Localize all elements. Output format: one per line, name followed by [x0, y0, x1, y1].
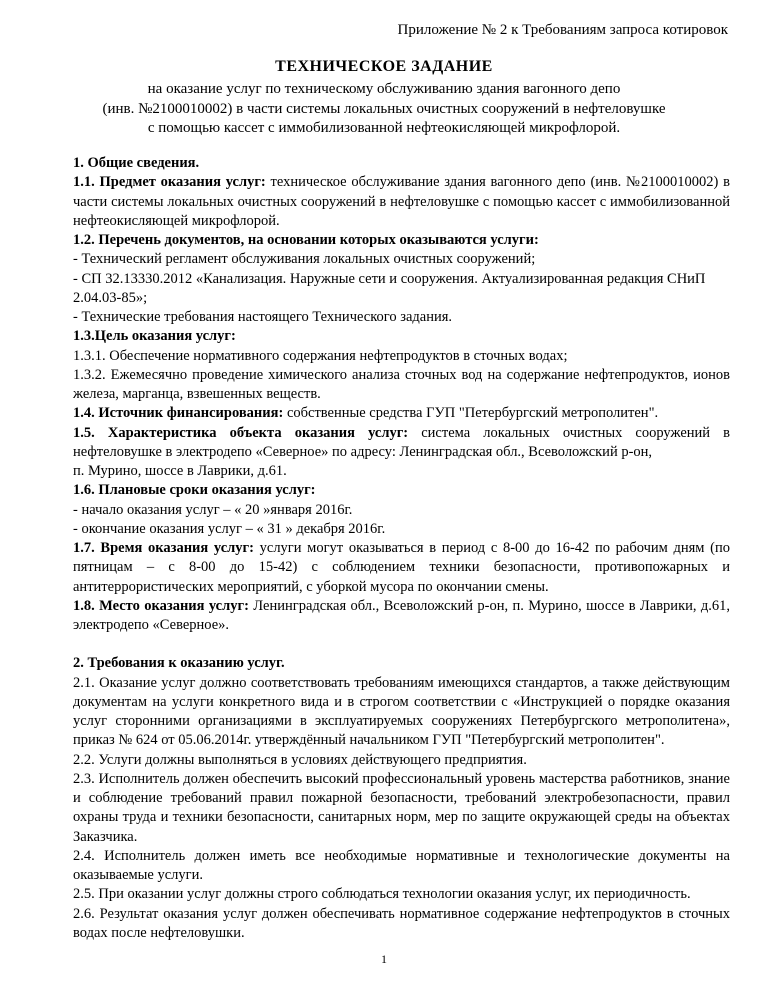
paragraph-label: 1.6. Плановые сроки оказания услуг:	[73, 482, 316, 499]
document-subtitle	[60, 80, 708, 139]
paragraph-label: 1.7. Время оказания услуг:	[73, 540, 254, 556]
doc-item: - Технический регламент обслуживания локальных очистных сооружений;	[73, 251, 536, 268]
subtitle-line: на оказание услуг по техническому обслуживанию здания вагонного депо	[147, 81, 621, 97]
subtitle-line: (инв. №2100010002) в части системы локальных очистных сооружений в нефтеловушке	[102, 100, 666, 117]
date-item: - окончание оказания услуг – « 31 » декабря 2016г.	[73, 520, 386, 537]
page-number: 1	[381, 952, 387, 966]
paragraph-label: 1.3.Цель оказания услуг:	[73, 328, 236, 345]
section-2-heading: 2. Требования к оказанию услуг.	[73, 655, 285, 672]
paragraph-label: 1.2. Перечень документов, на основании которых оказываются услуги:	[73, 232, 539, 248]
paragraph-label: 1.4. Источник финансирования:	[73, 405, 284, 422]
requirement-item: 2.4. Исполнитель должен иметь все необходимые нормативные и технологические документы на оказываемые услуги.	[73, 847, 730, 883]
paragraph-label: 1.8. Место оказания услуг:	[73, 597, 249, 614]
requirement-item: 2.5. При оказании услуг должны строго соблюдаться технологии оказания услуг, их периодичность.	[73, 886, 691, 903]
requirement-item: 2.1. Оказание услуг должно соответствовать требованиям имеющихся стандартов, а также действующим документам на услуги конкретного вида и в строгом соответствии с «Инструкцией о порядке оказания услуг сторонними организациями в эксплуатируемых сооружениях Петербургского метрополитена», приказ № 624 от 05.06.2014г. утверждённый начальником ГУП "Петербургский метрополитен".	[73, 674, 730, 749]
requirement-item: 2.6. Результат оказания услуг должен обеспечивать нормативное содержание нефтепродуктов в сточных водах после нефтеловушки.	[73, 905, 730, 941]
section-spacer	[73, 635, 730, 654]
paragraph-1-6	[73, 481, 730, 500]
appendix-note: Приложение № 2 к Требованиям запроса котировок	[397, 22, 728, 38]
paragraph-1-3	[73, 327, 730, 346]
paragraph-1-7: 1.7. Время оказания услуг: услуги могут оказываться в период с 8-00 до 16-42 по рабочим дням (по пятницам – с 8-00 до 15-42) с соблюдением техники безопасности, противопожарных и антитеррористических мероприятий, с уборкой мусора по окончании смены.	[73, 540, 730, 595]
doc-item: - Технические требования настоящего Технического задания.	[73, 309, 453, 325]
goal-item: 1.3.1. Обеспечение нормативного содержания нефтепродуктов в сточных водах;	[73, 347, 568, 364]
paragraph-1-5-address: п. Мурино, шоссе в Лаврики, д.61.	[73, 463, 287, 479]
goal-item: 1.3.2. Ежемесячно проведение химического анализа сточных вод на содержание нефтепродуктов, ионов железа, марганца, взвешенных веществ.	[73, 366, 730, 402]
paragraph-1-5: 1.5. Характеристика объекта оказания услуг: система локальных очистных сооружений в нефтеловушке в электродепо «Северное» по адресу: Ленинградская обл., Всеволожский р-он,	[73, 424, 730, 460]
paragraph-label: 1.5. Характеристика объекта оказания услуг:	[73, 424, 409, 441]
paragraph-1-1: 1.1. Предмет оказания услуг: техническое обслуживание здания вагонного депо (инв. №2100010002) в части системы локальных очистных сооружений в нефтеловушке с помощью кассет с иммобилизованной нефтеокисляющей микрофлорой.	[73, 174, 730, 229]
document-title: ТЕХНИЧЕСКОЕ ЗАДАНИЕ	[275, 58, 493, 75]
paragraph-1-8: 1.8. Место оказания услуг: Ленинградская обл., Всеволожский р-он, п. Мурино, шоссе в Лаврики, д.61, электродепо «Северное».	[73, 597, 730, 633]
subtitle-line: с помощью кассет с иммобилизованной нефтеокисляющей микрофлорой.	[147, 120, 621, 136]
date-item: - начало оказания услуг – « 20 »января 2016г.	[73, 501, 353, 518]
requirement-item: 2.2. Услуги должны выполняться в условиях действующего предприятия.	[73, 751, 527, 768]
requirement-item: 2.3. Исполнитель должен обеспечить высокий профессиональный уровень мастерства работников, знание и соблюдение требований правил пожарной безопасности, требований электробезопасности, правил охраны труда и техники безопасности, санитарных норм, мер по защите окружающей среды на объектах Заказчика.	[73, 770, 730, 845]
document-body	[73, 154, 730, 943]
paragraph-label: 1.1. Предмет оказания услуг:	[73, 174, 266, 191]
doc-item: - СП 32.13330.2012 «Канализация. Наружные сети и сооружения. Актуализированная редакция СНиП 2.04.03-85»;	[73, 270, 706, 306]
paragraph-1-2	[73, 231, 730, 250]
paragraph-1-4: 1.4. Источник финансирования: собственные средства ГУП "Петербургский метрополитен".	[73, 405, 659, 422]
section-1-heading: 1. Общие сведения.	[73, 155, 200, 171]
